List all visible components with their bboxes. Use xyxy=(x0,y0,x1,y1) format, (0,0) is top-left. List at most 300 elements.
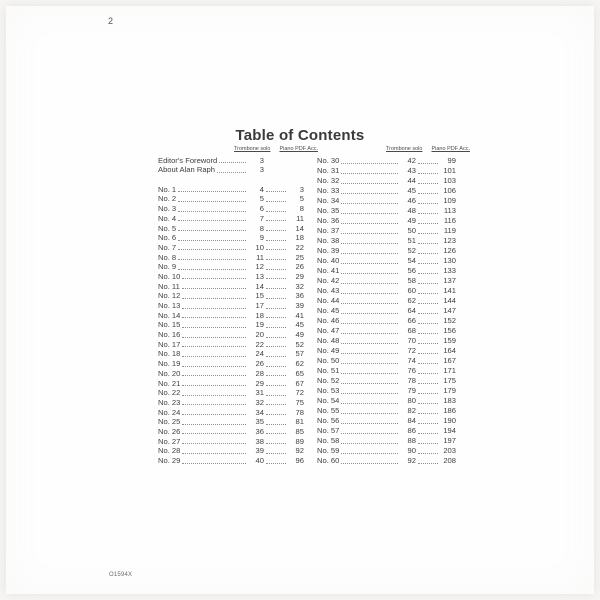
toc-entry-label: No. 26 xyxy=(158,426,181,436)
toc-entry-row xyxy=(317,215,456,225)
toc-entry-row xyxy=(158,233,304,243)
toc-entry-row xyxy=(158,426,304,436)
leader-dots xyxy=(178,269,246,270)
trombone-solo-page: 39 xyxy=(255,446,264,456)
toc-entry-row xyxy=(158,397,304,407)
toc-entry-row xyxy=(158,300,304,310)
leader-dots xyxy=(266,220,286,221)
toc-entry-label: No. 44 xyxy=(317,296,340,305)
leader-dots xyxy=(182,288,246,289)
leader-dots xyxy=(341,233,398,234)
toc-entry-row xyxy=(317,355,456,365)
piano-pdf-acc-page: 85 xyxy=(295,426,304,436)
toc-entry-label: No. 56 xyxy=(317,416,340,425)
toc-entry-label: No. 51 xyxy=(317,366,340,375)
toc-entry-row xyxy=(158,455,304,465)
piano-pdf-acc-page: 65 xyxy=(295,368,304,378)
toc-entry-label: No. 12 xyxy=(158,291,181,301)
leader-dots xyxy=(418,423,438,424)
leader-dots xyxy=(182,453,246,454)
trombone-solo-page: 6 xyxy=(259,204,264,214)
leader-dots xyxy=(182,385,246,386)
toc-entry-label: No. 14 xyxy=(158,310,181,320)
trombone-solo-page: 9 xyxy=(259,233,264,243)
leader-dots xyxy=(341,333,398,334)
leader-dots xyxy=(182,424,246,425)
toc-entry-row xyxy=(317,285,456,295)
trombone-solo-page: 66 xyxy=(407,316,416,325)
leader-dots xyxy=(418,373,438,374)
toc-entry-row xyxy=(158,281,304,291)
trombone-solo-page: 42 xyxy=(407,156,416,165)
leader-dots xyxy=(418,243,438,244)
toc-entry-label: No. 9 xyxy=(158,262,177,272)
toc-entry-row xyxy=(158,203,304,213)
leader-dots xyxy=(418,443,438,444)
trombone-solo-page: 54 xyxy=(407,256,416,265)
leader-dots xyxy=(266,433,286,434)
piano-pdf-acc-page: 164 xyxy=(443,346,456,355)
trombone-solo-page: 58 xyxy=(407,276,416,285)
toc-entry-label: No. 54 xyxy=(317,396,340,405)
trombone-solo-page: 22 xyxy=(255,339,264,349)
trombone-solo-column-header: Trombone solo xyxy=(233,146,271,152)
leader-dots xyxy=(266,395,286,396)
piano-pdf-acc-page: 133 xyxy=(443,266,456,275)
trombone-solo-page: 82 xyxy=(407,406,416,415)
leader-dots xyxy=(341,363,398,364)
leader-dots xyxy=(266,424,286,425)
toc-columns xyxy=(158,146,470,465)
leader-dots xyxy=(418,233,438,234)
piano-pdf-acc-column-header: Piano PDF Acc. xyxy=(431,146,470,152)
leader-dots xyxy=(178,220,246,221)
trombone-solo-page: 74 xyxy=(407,356,416,365)
toc-entry-row xyxy=(317,455,456,465)
piano-pdf-acc-page: 116 xyxy=(443,216,456,225)
toc-entry-row xyxy=(158,339,304,349)
toc-entry-label: No. 13 xyxy=(158,301,181,310)
toc-entry-row xyxy=(317,255,456,265)
leader-dots xyxy=(341,193,398,194)
toc-entry-label: No. 11 xyxy=(158,281,180,291)
piano-pdf-acc-page: 67 xyxy=(295,378,304,388)
leader-dots xyxy=(418,463,438,464)
piano-pdf-acc-page: 72 xyxy=(295,388,304,398)
leader-dots xyxy=(182,327,246,328)
leader-dots xyxy=(182,308,246,309)
toc-entry-row xyxy=(317,375,456,385)
piano-pdf-acc-page: 45 xyxy=(295,320,304,330)
leader-dots xyxy=(266,463,286,464)
trombone-solo-page: 62 xyxy=(407,296,416,305)
trombone-solo-page: 49 xyxy=(407,216,416,225)
toc-entry-row xyxy=(317,445,456,455)
leader-dots xyxy=(266,356,286,357)
toc-entry-label: No. 58 xyxy=(317,436,340,445)
toc-entry-label: No. 60 xyxy=(317,456,340,465)
toc-entry-label: No. 41 xyxy=(317,266,340,275)
toc-entry-row xyxy=(317,245,456,255)
toc-entry-label: No. 37 xyxy=(317,226,340,235)
toc-entry-label: No. 35 xyxy=(317,206,340,215)
piano-pdf-acc-page: 141 xyxy=(443,286,456,295)
leader-dots xyxy=(219,162,246,163)
leader-dots xyxy=(418,263,438,264)
piano-pdf-acc-page: 41 xyxy=(295,310,304,320)
toc-entry-label: No. 7 xyxy=(158,242,177,252)
toc-entry-label: No. 4 xyxy=(158,213,177,223)
toc-entry-row xyxy=(317,225,456,235)
leader-dots xyxy=(266,259,286,260)
leader-dots xyxy=(341,313,398,314)
piano-pdf-acc-page: 103 xyxy=(443,176,456,185)
toc-entry-label: No. 29 xyxy=(158,456,181,465)
toc-entry-label: No. 46 xyxy=(317,316,340,325)
piano-pdf-acc-page: 11 xyxy=(296,213,304,223)
trombone-solo-page: 35 xyxy=(255,417,264,427)
toc-entry-label: No. 25 xyxy=(158,417,181,427)
toc-entry-row xyxy=(158,262,304,272)
leader-dots xyxy=(418,333,438,334)
toc-entry-label: No. 8 xyxy=(158,252,177,262)
trombone-solo-page: 48 xyxy=(407,206,416,215)
piano-pdf-acc-page: 126 xyxy=(443,246,456,255)
trombone-solo-page: 40 xyxy=(255,456,264,465)
toc-entry-label: No. 5 xyxy=(158,223,177,233)
leader-dots xyxy=(266,366,286,367)
toc-entry-label: No. 28 xyxy=(158,446,181,456)
trombone-solo-page: 46 xyxy=(407,196,416,205)
piano-pdf-acc-page: 186 xyxy=(443,406,456,415)
toc-entry-row xyxy=(317,415,456,425)
trombone-solo-page: 15 xyxy=(255,291,264,301)
piano-pdf-acc-page: 92 xyxy=(295,446,304,456)
leader-dots xyxy=(418,273,438,274)
toc-entry-row xyxy=(317,405,456,415)
piano-pdf-acc-page: 26 xyxy=(295,262,304,272)
leader-dots xyxy=(418,303,438,304)
piano-pdf-acc-page: 8 xyxy=(299,204,304,214)
toc-entry-label: No. 6 xyxy=(158,233,177,243)
piano-pdf-acc-page: 130 xyxy=(443,256,456,265)
leader-dots xyxy=(266,278,286,279)
piano-pdf-acc-page: 25 xyxy=(295,252,304,262)
leader-dots xyxy=(341,423,398,424)
toc-entry-row xyxy=(317,435,456,445)
toc-entry-row xyxy=(158,436,304,446)
trombone-solo-page: 28 xyxy=(255,368,264,378)
piano-pdf-acc-page: 32 xyxy=(295,281,304,291)
toc-entry-row xyxy=(158,368,304,378)
trombone-solo-page: 90 xyxy=(407,446,416,455)
leader-dots xyxy=(178,259,246,260)
page-title: Table of Contents xyxy=(235,127,365,144)
piano-pdf-acc-page: 179 xyxy=(443,386,456,395)
leader-dots xyxy=(178,191,246,192)
leader-dots xyxy=(182,404,246,405)
toc-entry-label: No. 40 xyxy=(317,256,340,265)
piano-pdf-acc-page: 144 xyxy=(443,296,456,305)
trombone-solo-page: 20 xyxy=(255,330,264,340)
piano-pdf-acc-page: 175 xyxy=(443,376,456,385)
toc-entry-label: No. 22 xyxy=(158,388,181,398)
toc-entry-row xyxy=(317,165,456,175)
trombone-solo-page: 60 xyxy=(407,286,416,295)
toc-entry-row xyxy=(158,252,304,262)
leader-dots xyxy=(418,163,438,164)
piano-pdf-acc-page: 5 xyxy=(299,194,304,204)
leader-dots xyxy=(266,337,286,338)
trombone-solo-page: 80 xyxy=(407,396,416,405)
toc-entry-label: No. 15 xyxy=(158,320,181,330)
toc-rows-right xyxy=(317,155,456,465)
toc-entry-label: No. 2 xyxy=(158,194,177,204)
leader-dots xyxy=(418,253,438,254)
trombone-solo-page: 8 xyxy=(259,223,264,233)
trombone-solo-page: 92 xyxy=(407,456,416,465)
leader-dots xyxy=(341,433,398,434)
toc-entry-label: No. 42 xyxy=(317,276,340,285)
trombone-solo-page: 68 xyxy=(407,326,416,335)
leader-dots xyxy=(266,288,286,289)
toc-entry-row xyxy=(317,275,456,285)
toc-entry-label: No. 53 xyxy=(317,386,340,395)
toc-entry-row xyxy=(158,213,304,223)
column-headers-left xyxy=(172,146,318,155)
piano-pdf-acc-page: 190 xyxy=(443,416,456,425)
leader-dots xyxy=(266,269,286,270)
piano-pdf-acc-column-header: Piano PDF Acc. xyxy=(279,146,318,152)
toc-entry-row xyxy=(317,185,456,195)
leader-dots xyxy=(178,249,246,250)
leader-dots xyxy=(341,353,398,354)
leader-dots xyxy=(418,223,438,224)
toc-entry-row xyxy=(158,329,304,339)
toc-entry-row xyxy=(317,265,456,275)
piano-pdf-acc-page: 75 xyxy=(295,397,304,407)
piano-pdf-acc-page: 167 xyxy=(443,356,456,365)
trombone-solo-page: 19 xyxy=(255,320,264,330)
piano-pdf-acc-page: 96 xyxy=(295,456,304,465)
leader-dots xyxy=(418,453,438,454)
toc-entry-label: No. 10 xyxy=(158,271,181,281)
toc-entry-row xyxy=(317,345,456,355)
toc-entry-row xyxy=(158,291,304,301)
trombone-solo-page: 13 xyxy=(255,271,264,281)
piano-pdf-acc-page: 52 xyxy=(295,339,304,349)
toc-entry-row xyxy=(317,155,456,165)
toc-entry-label: No. 48 xyxy=(317,336,340,345)
leader-dots xyxy=(418,323,438,324)
toc-entry-row xyxy=(317,175,456,185)
trombone-solo-page: 10 xyxy=(255,242,264,252)
leader-dots xyxy=(182,278,246,279)
trombone-solo-page: 79 xyxy=(407,386,416,395)
leader-dots xyxy=(341,163,398,164)
trombone-solo-page: 44 xyxy=(407,176,416,185)
leader-dots xyxy=(182,375,246,376)
piano-pdf-acc-page: 57 xyxy=(295,349,304,359)
toc-entry-label: No. 17 xyxy=(158,339,181,349)
leader-dots xyxy=(341,463,398,464)
piano-pdf-acc-page: 106 xyxy=(443,186,456,195)
toc-entry-row xyxy=(317,235,456,245)
toc-entry-row xyxy=(158,349,304,359)
leader-dots xyxy=(266,191,286,192)
toc-entry-row xyxy=(317,195,456,205)
leader-dots xyxy=(266,201,286,202)
toc-entry-label: No. 33 xyxy=(317,186,340,195)
leader-dots xyxy=(266,443,286,444)
toc-entry-row xyxy=(317,385,456,395)
trombone-solo-page: 18 xyxy=(255,310,264,320)
trombone-solo-page: 5 xyxy=(259,194,264,204)
toc-entry-label: No. 31 xyxy=(317,166,340,175)
toc-entry-row xyxy=(317,335,456,345)
toc-entry-row xyxy=(158,407,304,417)
leader-dots xyxy=(266,249,286,250)
toc-entry-row xyxy=(158,165,304,175)
trombone-solo-page: 70 xyxy=(407,336,416,345)
trombone-solo-page: 84 xyxy=(407,416,416,425)
leader-dots xyxy=(266,327,286,328)
trombone-solo-page: 34 xyxy=(255,407,264,417)
trombone-solo-page: 88 xyxy=(407,436,416,445)
trombone-solo-page: 72 xyxy=(407,346,416,355)
trombone-solo-page: 12 xyxy=(255,262,264,272)
toc-entry-label: No. 21 xyxy=(158,378,181,388)
leader-dots xyxy=(182,463,246,464)
leader-dots xyxy=(418,353,438,354)
piano-pdf-acc-page: 99 xyxy=(447,156,456,165)
leader-dots xyxy=(341,293,398,294)
toc-entry-label: No. 20 xyxy=(158,368,181,378)
leader-dots xyxy=(341,343,398,344)
toc-entry-row xyxy=(317,325,456,335)
toc-entry-row xyxy=(158,378,304,388)
piano-pdf-acc-page: 156 xyxy=(443,326,456,335)
leader-dots xyxy=(341,373,398,374)
leader-dots xyxy=(418,413,438,414)
toc-rows-left xyxy=(158,155,304,465)
piano-pdf-acc-page: 49 xyxy=(295,330,304,340)
toc-entry-row xyxy=(317,205,456,215)
toc-entry-row xyxy=(158,174,304,184)
leader-dots xyxy=(182,414,246,415)
leader-dots xyxy=(418,283,438,284)
toc-entry-label: No. 57 xyxy=(317,426,340,435)
piano-pdf-acc-page: 113 xyxy=(443,206,456,215)
leader-dots xyxy=(341,403,398,404)
piano-pdf-acc-page: 159 xyxy=(443,336,456,345)
leader-dots xyxy=(341,453,398,454)
toc-entry-label: No. 34 xyxy=(317,196,340,205)
piano-pdf-acc-page: 62 xyxy=(295,359,304,369)
trombone-solo-page: 86 xyxy=(407,426,416,435)
leader-dots xyxy=(182,395,246,396)
book-page xyxy=(6,6,594,594)
toc-entry-label: No. 19 xyxy=(158,359,181,369)
trombone-solo-page: 50 xyxy=(407,226,416,235)
toc-entry-label: No. 50 xyxy=(317,356,340,365)
leader-dots xyxy=(266,404,286,405)
trombone-solo-page: 56 xyxy=(407,266,416,275)
leader-dots xyxy=(182,346,246,347)
toc-entry-row xyxy=(317,365,456,375)
leader-dots xyxy=(182,298,246,299)
trombone-solo-page: 64 xyxy=(407,306,416,315)
toc-entry-row xyxy=(158,388,304,398)
trombone-solo-page: 7 xyxy=(259,213,264,223)
toc-entry-label: No. 24 xyxy=(158,407,181,417)
toc-column-right xyxy=(317,146,470,465)
leader-dots xyxy=(341,183,398,184)
piano-pdf-acc-page: 137 xyxy=(443,276,456,285)
piano-pdf-acc-page: 152 xyxy=(443,316,456,325)
piano-pdf-acc-page: 14 xyxy=(295,223,304,233)
leader-dots xyxy=(266,317,286,318)
toc-entry-label: No. 59 xyxy=(317,446,340,455)
piano-pdf-acc-page: 101 xyxy=(443,166,456,175)
leader-dots xyxy=(341,263,398,264)
piano-pdf-acc-page: 81 xyxy=(295,417,304,427)
toc-column-left xyxy=(158,146,318,465)
leader-dots xyxy=(341,223,398,224)
trombone-solo-page: 43 xyxy=(407,166,416,175)
leader-dots xyxy=(182,356,246,357)
toc-entry-label: No. 1 xyxy=(158,184,177,194)
trombone-solo-column-header: Trombone solo xyxy=(385,146,423,152)
trombone-solo-page: 45 xyxy=(407,186,416,195)
piano-pdf-acc-page: 183 xyxy=(443,396,456,405)
piano-pdf-acc-page: 29 xyxy=(295,271,304,281)
trombone-solo-page: 4 xyxy=(259,184,264,194)
toc-entry-label: No. 30 xyxy=(317,156,340,165)
toc-entry-row xyxy=(158,320,304,330)
leader-dots xyxy=(341,203,398,204)
leader-dots xyxy=(418,363,438,364)
leader-dots xyxy=(182,366,246,367)
toc-entry-label: No. 47 xyxy=(317,326,340,335)
toc-entry-row xyxy=(158,223,304,233)
trombone-solo-page: 38 xyxy=(255,436,264,446)
toc-entry-row xyxy=(317,315,456,325)
leader-dots xyxy=(266,230,286,231)
toc-entry-label: No. 3 xyxy=(158,204,177,214)
trombone-solo-page: 24 xyxy=(255,349,264,359)
leader-dots xyxy=(341,443,398,444)
leader-dots xyxy=(178,230,246,231)
leader-dots xyxy=(266,240,286,241)
leader-dots xyxy=(178,211,246,212)
toc-entry-row xyxy=(158,358,304,368)
trombone-solo-page: 17 xyxy=(255,301,264,310)
leader-dots xyxy=(341,173,398,174)
piano-pdf-acc-page: 147 xyxy=(443,306,456,315)
toc-entry-label: No. 38 xyxy=(317,236,340,245)
leader-dots xyxy=(182,443,246,444)
trombone-solo-page: 32 xyxy=(255,397,264,407)
page-number: 2 xyxy=(108,16,114,26)
piano-pdf-acc-page: 22 xyxy=(295,242,304,252)
leader-dots xyxy=(266,308,286,309)
leader-dots xyxy=(418,313,438,314)
leader-dots xyxy=(341,243,398,244)
leader-dots xyxy=(266,453,286,454)
leader-dots xyxy=(418,213,438,214)
piano-pdf-acc-page: 123 xyxy=(443,236,456,245)
